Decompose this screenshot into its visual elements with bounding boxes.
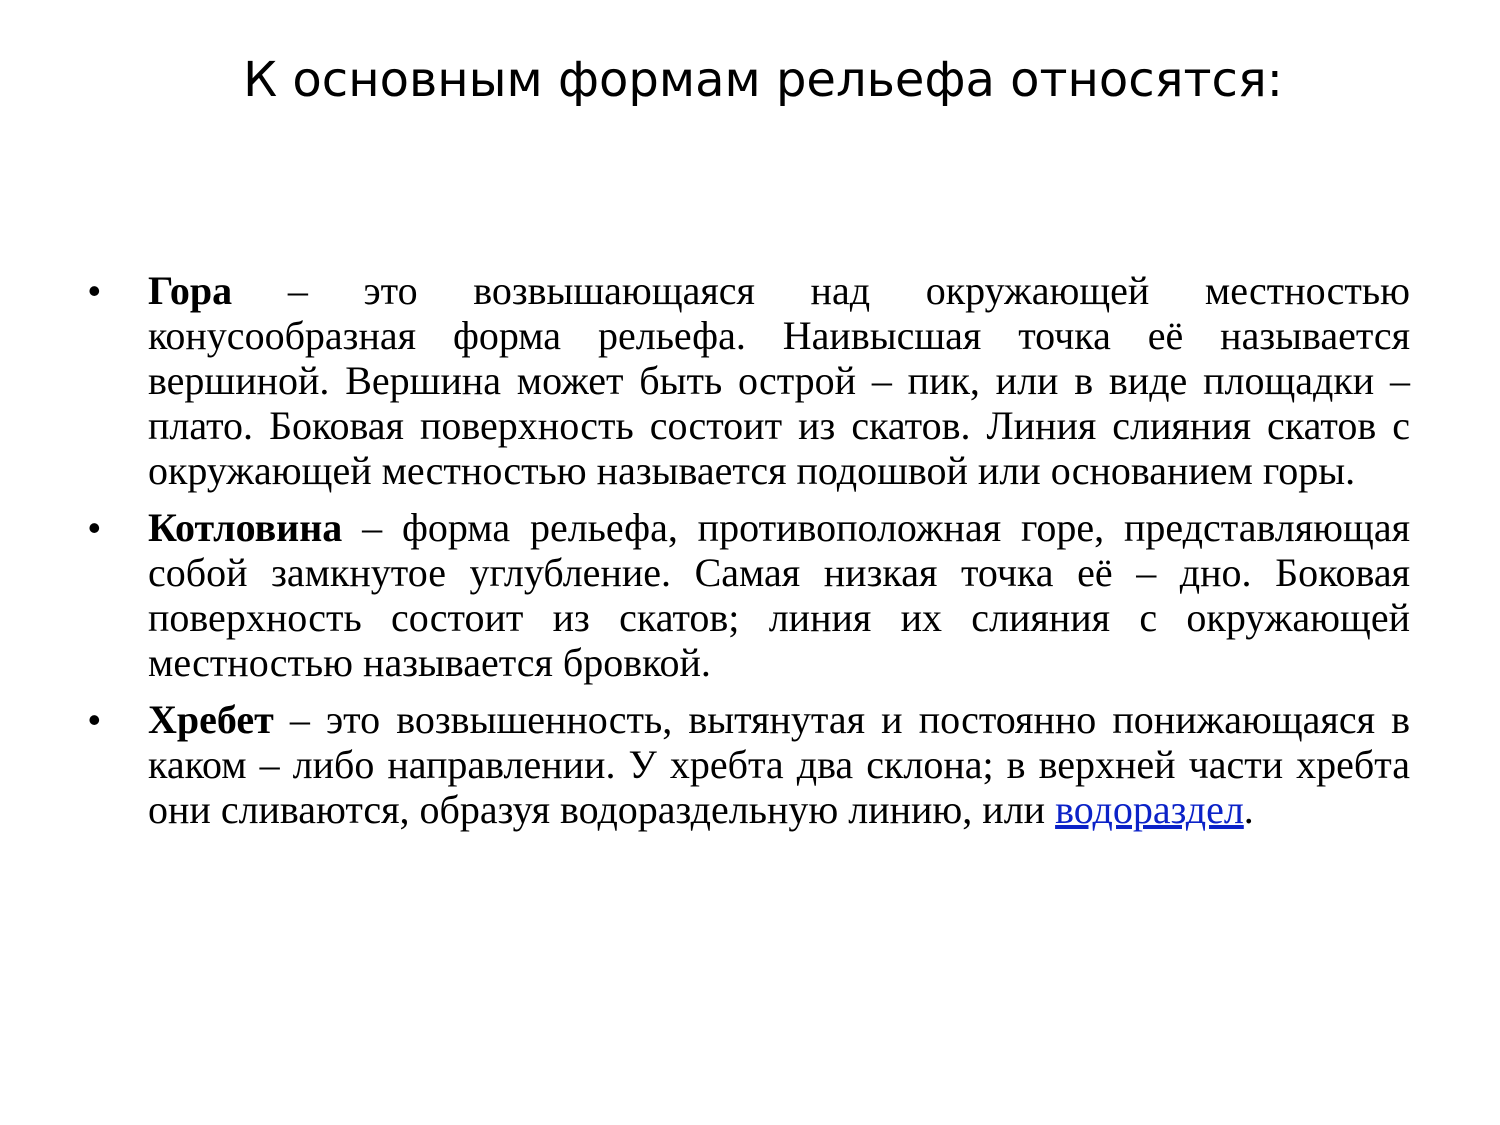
definition-gora: – это возвышающаяся над окружающей местностью конусообразная форма рельефа. Наивысшая точка её называется вершиной. Вершина может быть острой – пик, или в виде площадки – плато. Боковая поверхность состоит из скатов. Линия слияния скатов с окружающей местностью называется подошвой или основанием горы. xyxy=(148,268,1410,493)
term-khrebet: Хребет xyxy=(148,697,274,742)
term-gora: Гора xyxy=(148,268,233,313)
definition-kotlovina: – форма рельефа, противоположная горе, представляющая собой замкнутое углубление. Самая низкая точка её – дно. Боковая поверхность состоит из скатов; линия их слияния с окружающей местностью называется бровкой. xyxy=(148,505,1410,685)
bullet-dot-icon: • xyxy=(88,270,101,311)
definition-khrebet: – это возвышенность, вытянутая и постоянно понижающаяся в каком – либо направлении. У хребта два склона; в верхней части хребта они сливаются, образуя водораздельную линию, или xyxy=(148,697,1410,832)
bullet-item-kotlovina xyxy=(88,505,1410,685)
bullet-item-khrebet xyxy=(88,697,1410,832)
definition-khrebet-end: . xyxy=(1243,787,1254,832)
bullet-list xyxy=(88,268,1410,844)
bullet-item-gora xyxy=(88,268,1410,493)
bullet-dot-icon: • xyxy=(88,699,101,740)
vodorazdel-link[interactable]: водораздел xyxy=(1055,787,1244,832)
slide-title: К основным формам рельефа относятся: xyxy=(243,52,1283,108)
term-kotlovina: Котловина xyxy=(148,505,343,550)
bullet-dot-icon: • xyxy=(88,507,101,548)
